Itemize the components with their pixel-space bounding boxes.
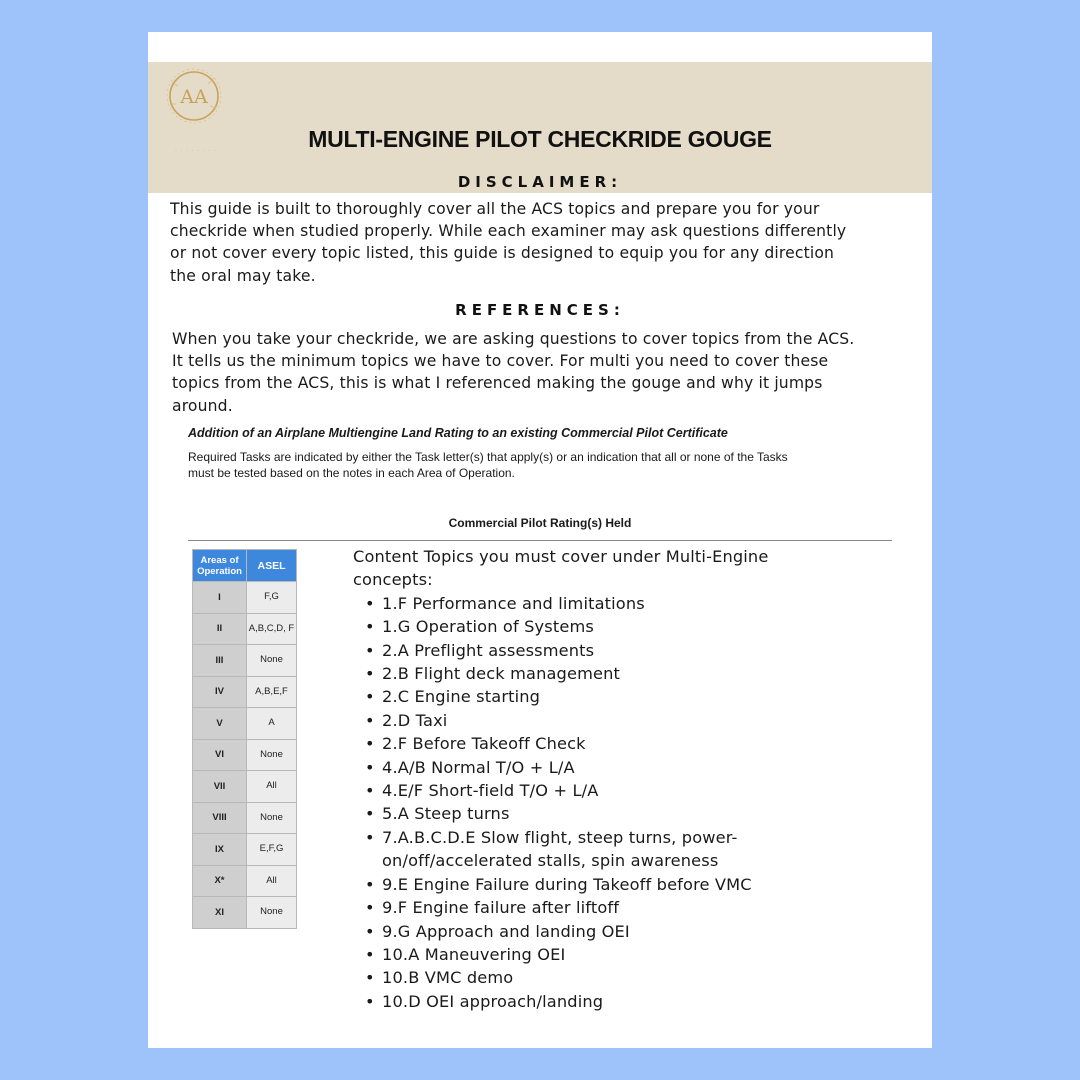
list-item	[363, 662, 823, 685]
disclaimer-line: the oral may take.	[170, 266, 316, 285]
divider	[188, 540, 892, 541]
asel-tasks-cell: All	[247, 771, 297, 803]
list-item	[363, 732, 823, 755]
page-title: MULTI-ENGINE PILOT CHECKRIDE GOUGE	[308, 126, 772, 152]
asel-tasks-cell: All	[247, 865, 297, 897]
list-item-line: • 5.A Steep turns	[382, 804, 510, 824]
list-item	[363, 896, 823, 919]
content-topics	[353, 545, 823, 1013]
list-item-line: • 9.E Engine Failure during Takeoff before VMC	[382, 874, 752, 894]
asel-tasks-cell: A	[247, 708, 297, 740]
logo	[162, 64, 226, 128]
area-cell: X*	[193, 865, 247, 897]
table-row	[193, 834, 297, 866]
list-item-line: • 9.F Engine failure after liftoff	[382, 898, 620, 918]
list-item	[363, 779, 823, 802]
list-item	[363, 756, 823, 779]
table-row	[193, 708, 297, 740]
list-item-line: • 2.D Taxi	[382, 710, 448, 730]
area-cell: VIII	[193, 802, 247, 834]
list-item-line: on/off/accelerated stalls, spin awareness	[382, 851, 719, 871]
area-cell: IX	[193, 834, 247, 866]
disclaimer-text	[170, 198, 920, 287]
references-line: It tells us the minimum topics we have to cover. For multi you need to cover these	[172, 352, 829, 371]
asel-tasks-cell: None	[247, 645, 297, 677]
list-item-line: • 2.A Preflight assessments	[382, 640, 595, 660]
list-item	[363, 639, 823, 662]
list-item	[363, 826, 823, 873]
asel-tasks-cell: A,B,C,D, F	[247, 613, 297, 645]
list-item-line: • 1.F Performance and limitations	[382, 593, 645, 613]
table-row	[193, 613, 297, 645]
list-item-line: • 10.A Maneuvering OEI	[382, 944, 566, 964]
areas-of-operation-table	[192, 549, 297, 929]
table-row	[193, 865, 297, 897]
table-row	[193, 582, 297, 614]
asel-tasks-cell: None	[247, 802, 297, 834]
table-row	[193, 802, 297, 834]
references-text	[172, 328, 922, 417]
area-cell: III	[193, 645, 247, 677]
acs-excerpt	[188, 426, 898, 481]
list-item	[363, 615, 823, 638]
list-item-line: • 7.A.B.C.D.E Slow flight, steep turns, power-	[382, 827, 738, 847]
acs-excerpt-description	[188, 449, 898, 481]
list-item	[363, 685, 823, 708]
document-page	[148, 32, 932, 1048]
references-line: topics from the ACS, this is what I referenced making the gouge and why it jumps	[172, 374, 823, 393]
list-item-line: • 4.A/B Normal T/O + L/A	[382, 757, 575, 777]
table-row	[193, 739, 297, 771]
rating-held-caption: Commercial Pilot Rating(s) Held	[448, 516, 632, 530]
list-item	[363, 592, 823, 615]
list-item-line: • 1.G Operation of Systems	[382, 617, 594, 637]
acs-excerpt-title: Addition of an Airplane Multiengine Land Rating to an existing Commercial Pilot Certificate	[188, 426, 728, 440]
area-cell: VI	[193, 739, 247, 771]
list-item-line: • 4.E/F Short-field T/O + L/A	[382, 781, 599, 801]
list-item	[363, 802, 823, 825]
area-cell: V	[193, 708, 247, 740]
list-item-line: • 9.G Approach and landing OEI	[382, 921, 630, 941]
logo-subtext: · · · · · · · ·	[175, 148, 217, 153]
table-header-row	[193, 550, 297, 582]
disclaimer-heading: DISCLAIMER:	[457, 173, 623, 191]
list-item-line: • 2.B Flight deck management	[382, 664, 621, 684]
references-line: around.	[172, 396, 233, 415]
area-cell: VII	[193, 771, 247, 803]
list-item	[363, 943, 823, 966]
area-cell: XI	[193, 897, 247, 929]
list-item	[363, 990, 823, 1013]
area-cell: I	[193, 582, 247, 614]
column-header-areas: Areas of Operation	[193, 550, 247, 582]
disclaimer-line: checkride when studied properly. While each examiner may ask questions differently	[170, 222, 847, 241]
references-line: When you take your checkride, we are asking questions to cover topics from the ACS.	[172, 330, 855, 348]
logo-monogram: AA	[180, 86, 208, 108]
list-item	[363, 873, 823, 896]
asel-tasks-cell: E,F,G	[247, 834, 297, 866]
asel-tasks-cell: F,G	[247, 582, 297, 614]
topics-intro-line: Content Topics you must cover under Multi-Engine	[353, 547, 769, 566]
asel-tasks-cell: None	[247, 739, 297, 771]
disclaimer-line: This guide is built to thoroughly cover all the ACS topics and prepare you for your	[170, 200, 820, 218]
table-row	[193, 897, 297, 929]
topic-list	[363, 592, 823, 1013]
acs-description-line: must be tested based on the notes in each Area of Operation.	[188, 466, 515, 480]
area-cell: II	[193, 613, 247, 645]
table-row	[193, 771, 297, 803]
asel-tasks-cell: A,B,E,F	[247, 676, 297, 708]
table-row	[193, 676, 297, 708]
list-item-line: • 10.B VMC demo	[382, 968, 514, 988]
list-item	[363, 920, 823, 943]
topics-intro-line: concepts:	[353, 570, 433, 590]
list-item	[363, 966, 823, 989]
references-heading: REFERENCES:	[455, 301, 625, 319]
column-header-asel: ASEL	[247, 550, 297, 582]
acs-description-line: Required Tasks are indicated by either the Task letter(s) that apply(s) or an indication that all or none of the Tasks	[188, 450, 788, 464]
list-item-line: • 10.D OEI approach/landing	[382, 991, 604, 1011]
topics-intro	[353, 545, 823, 592]
area-cell: IV	[193, 676, 247, 708]
list-item-line: • 2.C Engine starting	[382, 687, 541, 707]
list-item-line: • 2.F Before Takeoff Check	[382, 734, 586, 754]
disclaimer-line: or not cover every topic listed, this guide is designed to equip you for any direction	[170, 244, 835, 263]
asel-tasks-cell: None	[247, 897, 297, 929]
table-body	[193, 582, 297, 929]
table-row	[193, 645, 297, 677]
list-item	[363, 709, 823, 732]
